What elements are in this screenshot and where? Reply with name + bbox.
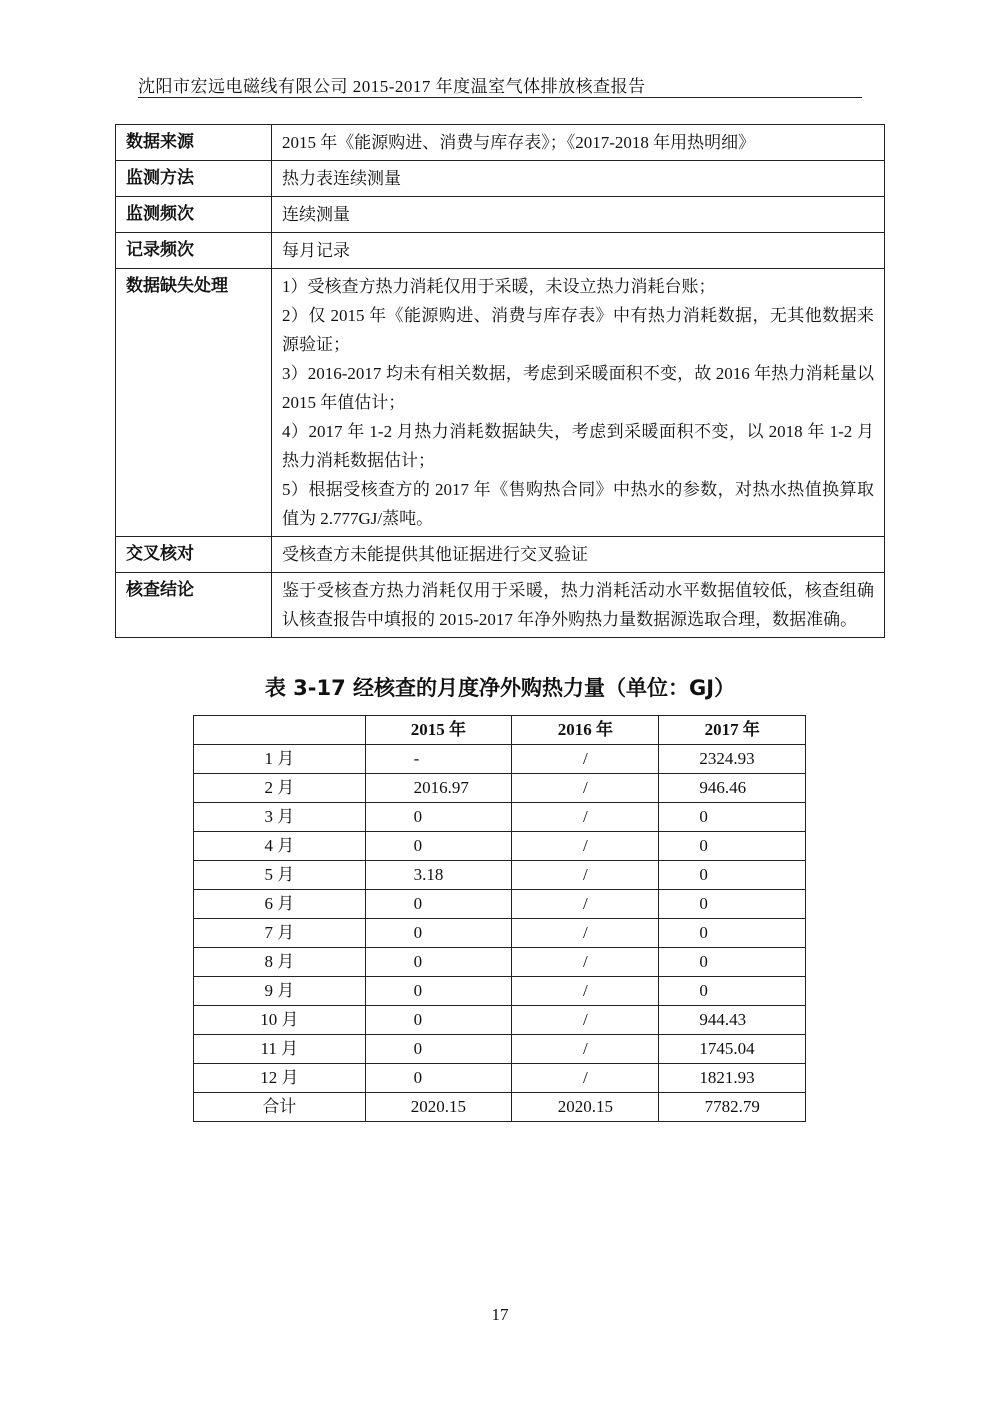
value-2015-cell: 0: [365, 1035, 512, 1064]
value-2016-cell: /: [512, 861, 659, 890]
table-row: [194, 977, 806, 1006]
month-cell: 合计: [194, 1093, 366, 1122]
value-2015-cell: 0: [365, 890, 512, 919]
table-row: [194, 1035, 806, 1064]
header-cell-blank: [194, 716, 366, 745]
value-2015-cell: 0: [365, 803, 512, 832]
info-value-line: 每月记录: [282, 241, 350, 260]
info-value: [272, 161, 885, 197]
table-row: [194, 832, 806, 861]
header-cell-2017: 2017 年: [659, 716, 806, 745]
table-row: [194, 919, 806, 948]
total-row: [194, 1093, 806, 1122]
table-caption: 表 3-17 经核查的月度净外购热力量（单位：GJ）: [264, 676, 736, 700]
value-2016-cell: 2020.15: [512, 1093, 659, 1122]
value-2015-cell: 3.18: [365, 861, 512, 890]
info-row: [116, 233, 885, 269]
info-value-line: 连续测量: [282, 205, 350, 224]
info-value: [272, 125, 885, 161]
value-2016-cell: /: [512, 919, 659, 948]
value-2016-cell: /: [512, 1006, 659, 1035]
month-cell: 5 月: [194, 861, 366, 890]
info-value: [272, 233, 885, 269]
header-cell-2016: 2016 年: [512, 716, 659, 745]
table-row: [194, 861, 806, 890]
value-2017-cell: 0: [659, 803, 806, 832]
info-label: 监测频次: [116, 197, 272, 233]
info-value-line: 热力表连续测量: [282, 169, 401, 188]
month-cell: 4 月: [194, 832, 366, 861]
info-value: [272, 269, 885, 537]
value-2015-cell: 0: [365, 1064, 512, 1093]
page-number: 17: [491, 1305, 509, 1324]
header-divider: [138, 97, 862, 98]
info-row: [116, 125, 885, 161]
month-cell: 2 月: [194, 774, 366, 803]
value-2016-cell: /: [512, 948, 659, 977]
value-2015-cell: 0: [365, 832, 512, 861]
table-header-row: [194, 716, 806, 745]
info-value-line: 2015 年《能源购进、消费与库存表》；《2017-2018 年用热明细》: [282, 133, 756, 152]
table-row: [194, 803, 806, 832]
month-cell: 7 月: [194, 919, 366, 948]
header-cell-2015: 2015 年: [365, 716, 512, 745]
value-2017-cell: 0: [659, 977, 806, 1006]
month-cell: 1 月: [194, 745, 366, 774]
info-value: [272, 573, 885, 638]
info-label: 数据来源: [116, 125, 272, 161]
month-cell: 12 月: [194, 1064, 366, 1093]
value-2016-cell: /: [512, 774, 659, 803]
value-2017-cell: 1745.04: [659, 1035, 806, 1064]
value-2015-cell: 0: [365, 919, 512, 948]
value-2017-cell: 1821.93: [659, 1064, 806, 1093]
value-2017-cell: 0: [659, 919, 806, 948]
info-value: [272, 197, 885, 233]
value-2016-cell: /: [512, 832, 659, 861]
info-row: [116, 197, 885, 233]
info-label: 交叉核对: [116, 537, 272, 573]
month-cell: 3 月: [194, 803, 366, 832]
page-header-title: 沈阳市宏远电磁线有限公司 2015-2017 年度温室气体排放核查报告: [138, 77, 646, 96]
value-2016-cell: /: [512, 1035, 659, 1064]
value-2015-cell: -: [365, 745, 512, 774]
value-2017-cell: 7782.79: [659, 1093, 806, 1122]
value-2016-cell: /: [512, 803, 659, 832]
value-2017-cell: 944.43: [659, 1006, 806, 1035]
info-label: 监测方法: [116, 161, 272, 197]
info-row: [116, 573, 885, 638]
table-row: [194, 890, 806, 919]
info-value-line: 1）受核查方热力消耗仅用于采暖，未设立热力消耗台账；: [282, 277, 716, 296]
value-2016-cell: /: [512, 745, 659, 774]
info-value-line: 2）仅 2015 年《能源购进、消费与库存表》中有热力消耗数据，无其他数据来源验证；: [282, 306, 874, 354]
info-value: [272, 537, 885, 573]
value-2016-cell: /: [512, 1064, 659, 1093]
value-2017-cell: 0: [659, 890, 806, 919]
table-row: [194, 774, 806, 803]
info-label: 核查结论: [116, 573, 272, 638]
month-cell: 10 月: [194, 1006, 366, 1035]
value-2017-cell: 0: [659, 832, 806, 861]
info-row: [116, 537, 885, 573]
value-2017-cell: 2324.93: [659, 745, 806, 774]
month-cell: 9 月: [194, 977, 366, 1006]
data-info-table: [115, 124, 885, 638]
info-value-line: 受核查方未能提供其他证据进行交叉验证: [282, 545, 588, 564]
value-2015-cell: 0: [365, 948, 512, 977]
value-2017-cell: 0: [659, 861, 806, 890]
month-cell: 8 月: [194, 948, 366, 977]
value-2016-cell: /: [512, 977, 659, 1006]
month-cell: 6 月: [194, 890, 366, 919]
value-2016-cell: /: [512, 890, 659, 919]
month-cell: 11 月: [194, 1035, 366, 1064]
info-label: 数据缺失处理: [116, 269, 272, 537]
value-2015-cell: 2016.97: [365, 774, 512, 803]
value-2015-cell: 0: [365, 1006, 512, 1035]
value-2015-cell: 0: [365, 977, 512, 1006]
info-label: 记录频次: [116, 233, 272, 269]
table-row: [194, 1064, 806, 1093]
info-row: [116, 269, 885, 537]
info-value-line: 5）根据受核查方的 2017 年《售购热合同》中热水的参数，对热水热值换算取值为 2.777GJ/蒸吨。: [282, 480, 874, 528]
value-2015-cell: 2020.15: [365, 1093, 512, 1122]
info-value-line: 3）2016-2017 均未有相关数据，考虑到采暖面积不变，故 2016 年热力消耗量以 2015 年值估计；: [282, 364, 874, 412]
table-row: [194, 948, 806, 977]
table-row: [194, 1006, 806, 1035]
monthly-heat-table: [193, 715, 806, 1122]
info-row: [116, 161, 885, 197]
info-value-line: 鉴于受核查方热力消耗仅用于采暖，热力消耗活动水平数据值较低，核查组确认核查报告中填报的 2015-2017 年净外购热力量数据源选取合理，数据准确。: [282, 581, 874, 629]
table-row: [194, 745, 806, 774]
info-value-line: 4）2017 年 1-2 月热力消耗数据缺失，考虑到采暖面积不变，以 2018 年 1-2 月热力消耗数据估计；: [282, 422, 874, 470]
value-2017-cell: 0: [659, 948, 806, 977]
value-2017-cell: 946.46: [659, 774, 806, 803]
